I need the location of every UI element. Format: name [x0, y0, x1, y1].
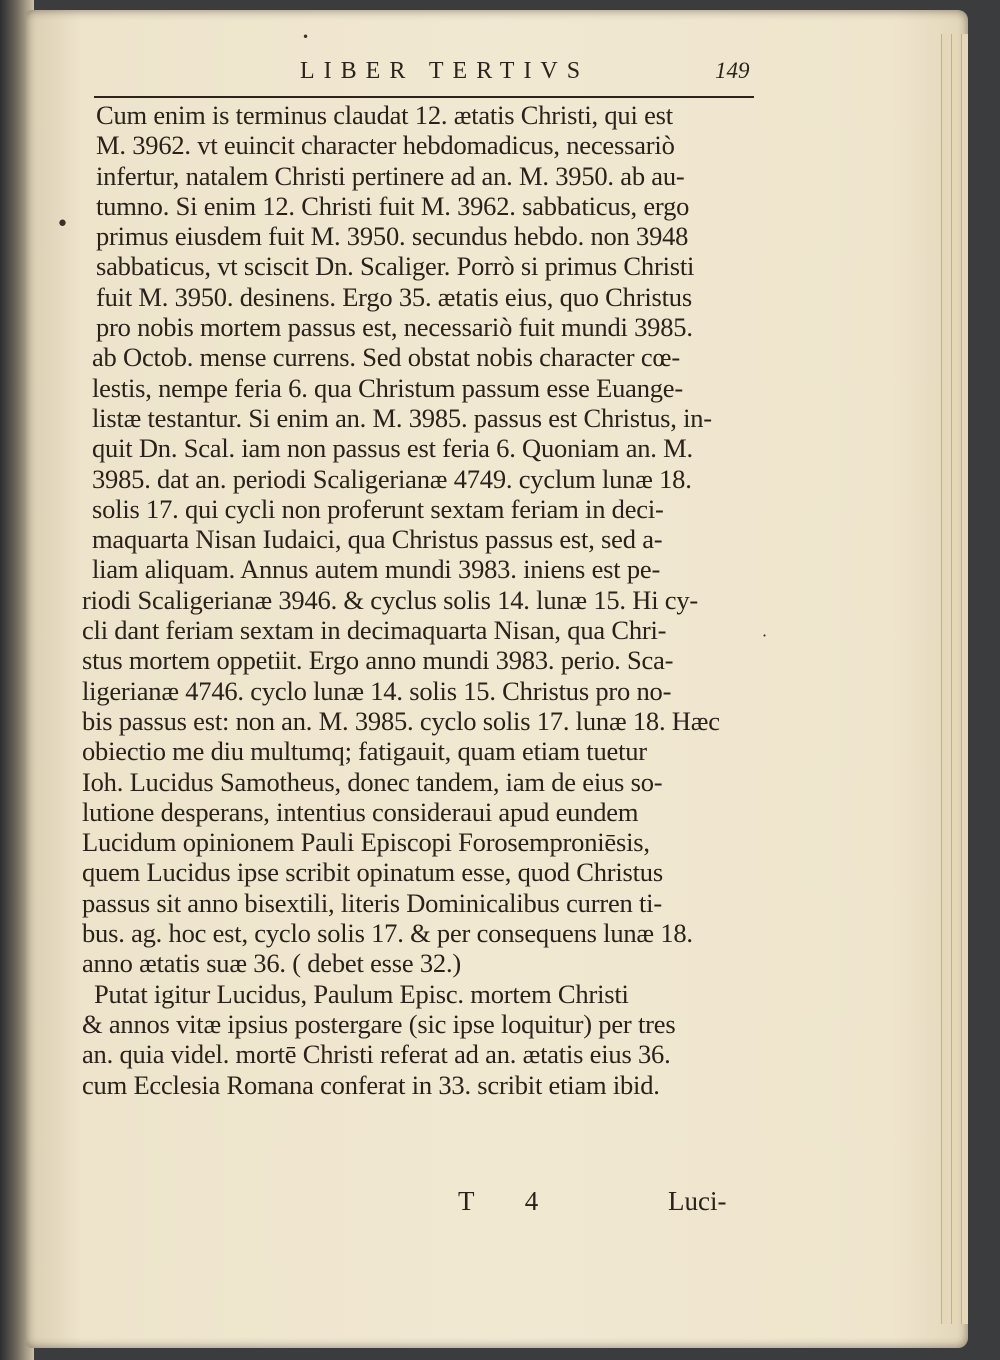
- text-line: Cum enim is terminus claudat 12. ætatis Christi, qui est: [96, 100, 673, 130]
- text-line: cum Ecclesia Romana conferat in 33. scribit etiam ibid.: [82, 1069, 660, 1100]
- page-number: 149: [715, 58, 750, 83]
- text-line: bis passus est: non an. M. 3985. cyclo solis 17. lunæ 18. Hæc: [82, 705, 720, 736]
- text-line: Putat igitur Lucidus, Paulum Episc. mortem Christi: [94, 978, 629, 1009]
- catchword: Luci-: [668, 1186, 727, 1216]
- text-line: passus sit anno bisextili, literis Dominicalibus curren ti-: [82, 887, 662, 918]
- text-line: 3985. dat an. periodi Scaligerianæ 4749. cyclum lunæ 18.: [92, 463, 692, 494]
- text-line: sabbaticus, vt sciscit Dn. Scaliger. Porrò si primus Christi: [96, 251, 695, 282]
- text-line: infertur, natalem Christi pertinere ad an. M. 3950. ab au-: [96, 160, 685, 191]
- margin-dot-mark: ·: [762, 626, 768, 645]
- text-line: fuit M. 3950. desinens. Ergo 35. ætatis eius, quo Christus: [96, 281, 692, 312]
- text-line: lestis, nempe feria 6. qua Christum passum esse Euange-: [92, 372, 683, 403]
- text-line: lutione desperans, intentius consideraui apud eundem: [82, 796, 639, 827]
- text-line: liam aliquam. Annus autem mundi 3983. iniens est pe-: [92, 554, 661, 585]
- text-line: maquarta Nisan Iudaici, qua Christus passus est, sed a-: [92, 524, 663, 555]
- text-line: pro nobis mortem passus est, necessariò fuit mundi 3985.: [96, 312, 693, 343]
- page-edge: [951, 34, 958, 1324]
- text-line: anno ætatis suæ 36. ( debet esse 32.): [82, 948, 461, 979]
- header-rule: [94, 96, 754, 98]
- top-dot-mark: •: [302, 30, 310, 44]
- text-block: [82, 100, 766, 1100]
- text-line: Ioh. Lucidus Samotheus, donec tandem, iam de eius so-: [82, 766, 663, 797]
- text-line: ligerianæ 4746. cyclo lunæ 14. solis 15. Christus pro no-: [82, 675, 672, 706]
- signature-mark: T 4: [458, 1186, 561, 1216]
- text-line: quem Lucidus ipse scribit opinatum esse, quod Christus: [82, 857, 663, 888]
- text-line: an. quia videl. mortē Christi referat ad an. ætatis eius 36.: [82, 1039, 671, 1070]
- text-line: M. 3962. vt euincit character hebdomadicus, necessariò: [96, 130, 675, 161]
- text-line: bus. ag. hoc est, cyclo solis 17. & per consequens lunæ 18.: [82, 918, 693, 949]
- text-line: primus eiusdem fuit M. 3950. secundus hebdo. non 3948: [96, 221, 689, 252]
- text-line: tumno. Si enim 12. Christi fuit M. 3962. sabbaticus, ergo: [96, 190, 690, 221]
- margin-dot-mark: •: [56, 212, 69, 237]
- text-line: listæ testantur. Si enim an. M. 3985. passus est Christus, in-: [92, 402, 712, 433]
- text-line: Lucidum opinionem Pauli Episcopi Forosemproniēsis,: [82, 827, 650, 858]
- page-edge: [961, 34, 968, 1324]
- page-edge: [941, 34, 948, 1324]
- text-line: obiectio me diu multumq; fatigauit, quam etiam tuetur: [82, 736, 647, 767]
- text-line: cli dant feriam sextam in decimaquarta Nisan, qua Chri-: [82, 615, 667, 646]
- text-line: quit Dn. Scal. iam non passus est feria 6. Quoniam an. M.: [92, 433, 693, 464]
- text-line: stus mortem oppetiit. Ergo anno mundi 3983. perio. Sca-: [82, 645, 674, 676]
- text-line: riodi Scaligerianæ 3946. & cyclus solis 14. lunæ 15. Hi cy-: [82, 584, 699, 615]
- text-line: & annos vitæ ipsius postergare (sic ipse loquitur) per tres: [82, 1008, 676, 1039]
- text-line: ab Octob. mense currens. Sed obstat nobis character cœ-: [92, 342, 680, 373]
- running-head: LIBER TERTIVS: [300, 58, 590, 84]
- text-line: solis 17. qui cycli non proferunt sextam feriam in deci-: [92, 493, 664, 524]
